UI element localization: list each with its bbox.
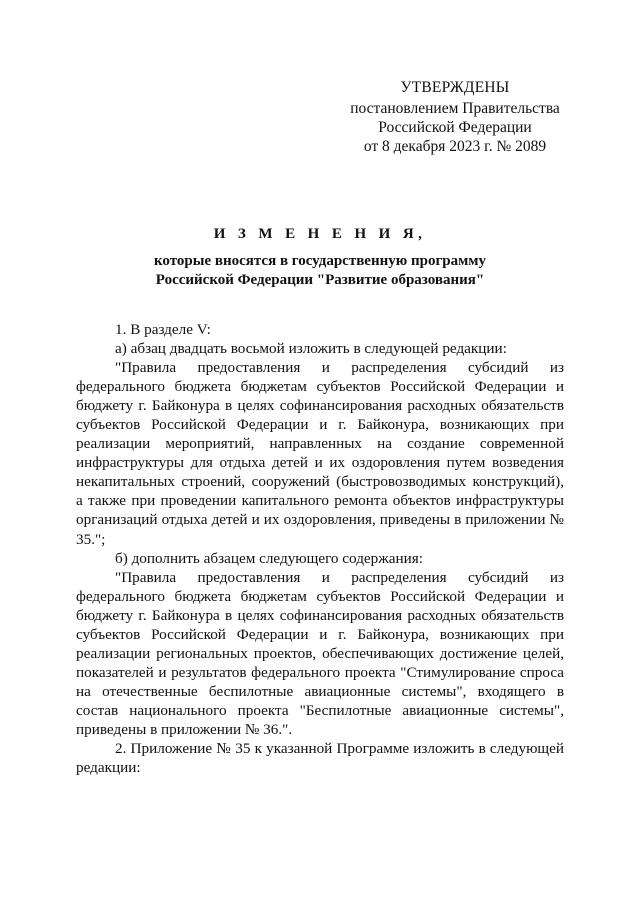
document-title: И З М Е Н Е Н И Я, [213, 226, 427, 242]
document-subtitle-line: Российской Федерации "Развитие образования" [155, 272, 485, 288]
paragraph-quote-rules-35: "Правила предоставления и распределения субсидий из федерального бюджета бюджетам субъектов Российской Федерации и бюджету г. Байконура в целях софинансирования расходных обязательств субъектов Российской Федерации и г. Байконура, возникающих при реализации мероприятий, направленных на создание современной инфраструктуры для отдыха детей и их оздоровления путем возведения некапитальных строений, сооружений (быстровозводимых конструкций), а также при проведении капитального ремонта объектов инфраструктуры организаций отдыха детей и их оздоровления, приведены в приложении № 35."; [76, 359, 564, 548]
document-subtitle-line: которые вносятся в государственную программу [153, 253, 487, 269]
paragraph-section-1: 1. В разделе V: [115, 321, 211, 338]
approval-line: постановлением Правительства [350, 100, 560, 117]
document-body [76, 320, 564, 777]
approval-line: Российской Федерации [378, 119, 532, 136]
approval-line: от 8 декабря 2023 г. № 2089 [363, 138, 547, 155]
paragraph-item-a: а) абзац двадцать восьмой изложить в следующей редакции: [115, 340, 507, 358]
paragraph-section-2: 2. Приложение № 35 к указанной Программе изложить в следующей редакции: [76, 740, 564, 777]
approval-title: УТВЕРЖДЕНЫ [400, 79, 510, 96]
approval-stamp [330, 78, 580, 156]
document-heading [60, 225, 580, 290]
paragraph-item-b: б) дополнить абзацем следующего содержания: [115, 549, 423, 567]
paragraph-quote-rules-36: "Правила предоставления и распределения субсидий из федерального бюджета бюджетам субъектов Российской Федерации и бюджету г. Байконура в целях софинансирования расходных обязательств субъектов Российской Федерации и г. Байконура, возникающих при реализации региональных проектов, обеспечивающих достижение целей, показателей и результатов федерального проекта "Стимулирование спроса на отечественные беспилотные авиационные системы", входящего в состав национального проекта "Беспилотные авиационные системы", приведены в приложении № 36.". [76, 568, 564, 738]
